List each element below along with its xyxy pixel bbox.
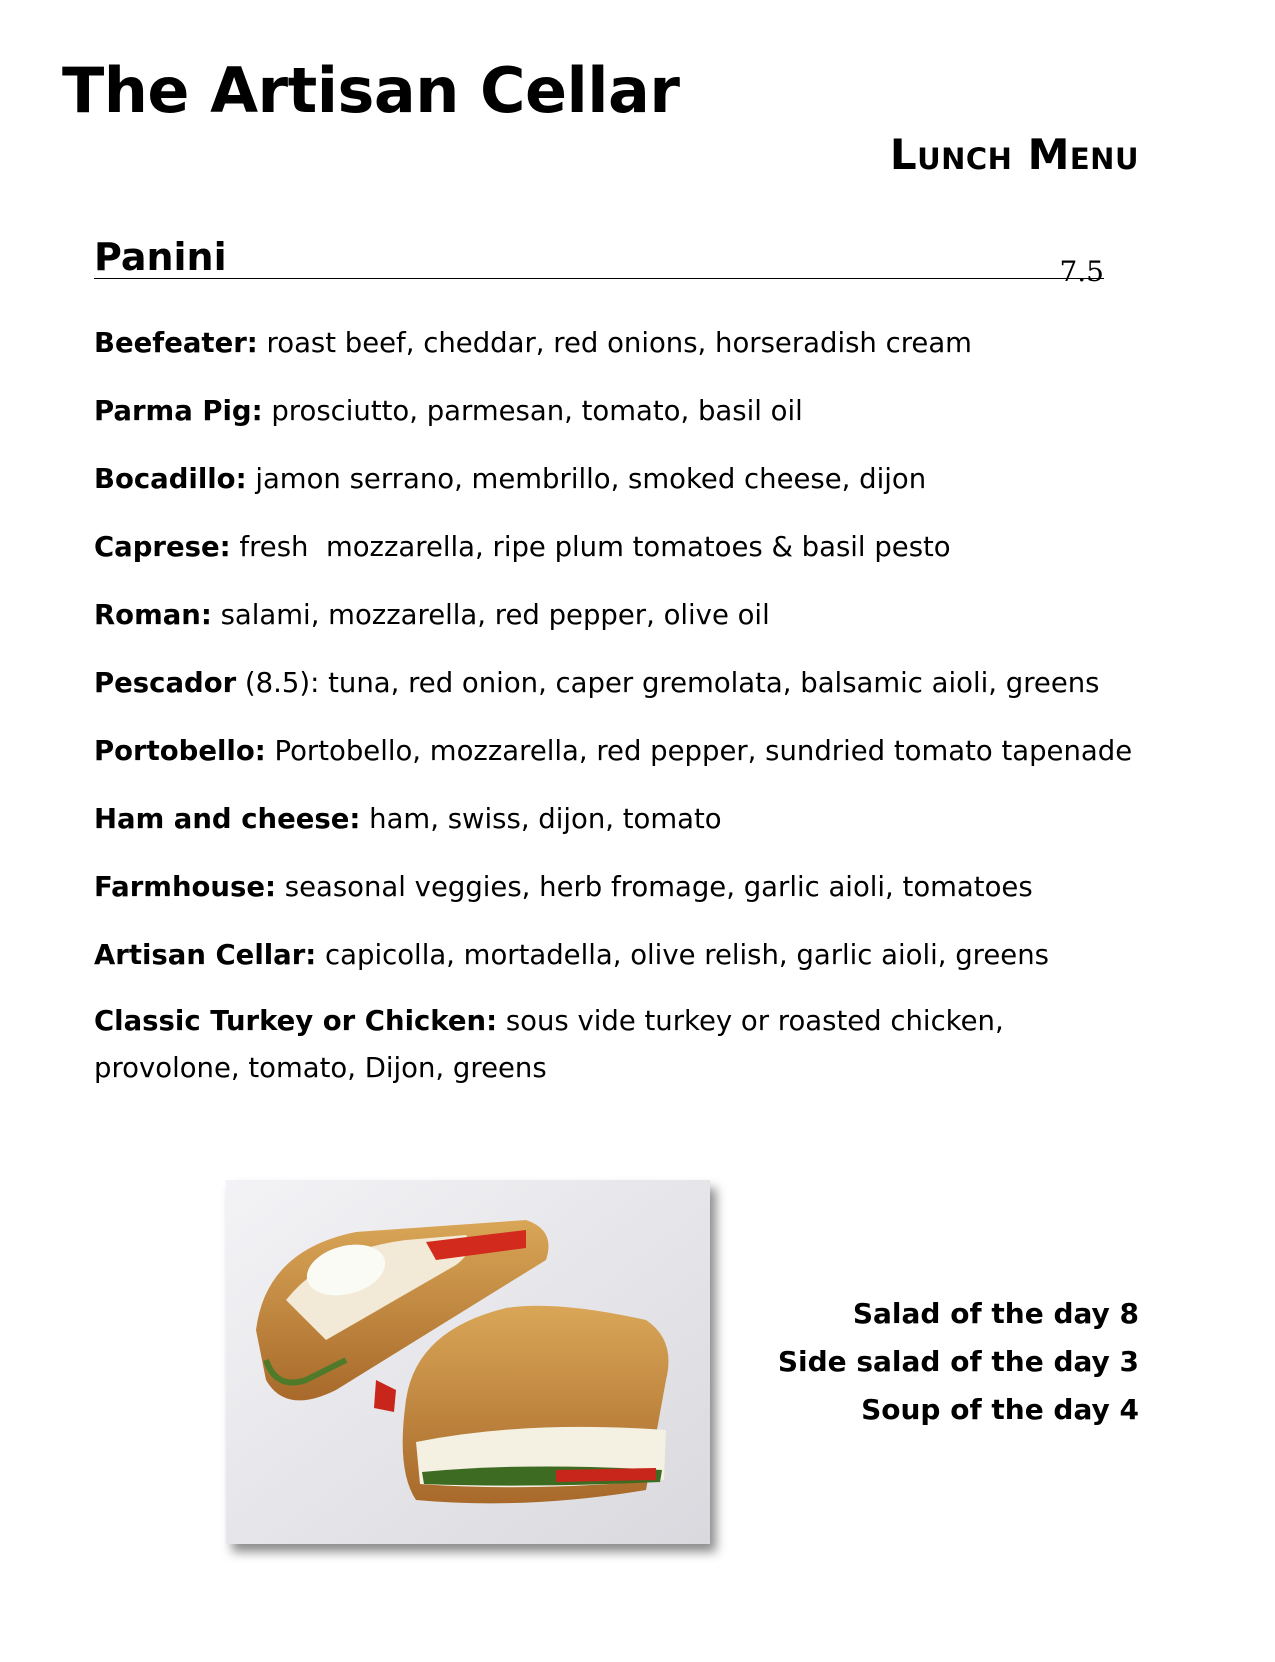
item-name: Portobello: [94,735,266,767]
item-name: Bocadillo: [94,463,247,495]
section-name: Panini [94,235,227,279]
item-description: prosciutto, parmesan, tomato, basil oil [262,395,803,427]
menu-items [94,320,1174,1113]
extra-item-salad: Salad of the day 8 [852,1297,1139,1330]
item-name: Roman: [94,599,212,631]
menu-item [94,998,1154,1092]
menu-item [94,728,1174,775]
menu-item [94,864,1174,911]
section-price: 7.5 [1059,255,1104,288]
menu-subtitle: Lunch Menu [889,130,1139,179]
item-name: Parma Pig: [94,395,263,427]
item-name: Pescador [94,667,237,699]
item-price: (8.5) [236,667,311,699]
item-name: Farmhouse: [94,871,277,903]
section-header [94,235,1104,288]
extra-item-side-salad: Side salad of the day 3 [777,1345,1139,1378]
item-description: roast beef, cheddar, red onions, horseradish cream [257,327,972,359]
panini-photo [226,1180,710,1544]
item-description: fresh mozzarella, ripe plum tomatoes & basil pesto [230,531,951,563]
item-description: : tuna, red onion, caper gremolata, balsamic aioli, greens [310,667,1100,699]
item-description: ham, swiss, dijon, tomato [360,803,722,835]
item-description: sous vide turkey or roasted chicken, provolone, tomato, Dijon, greens [94,1005,1004,1084]
menu-item [94,320,1174,367]
menu-item [94,796,1174,843]
item-description: jamon serrano, membrillo, smoked cheese, dijon [246,463,927,495]
item-name: Artisan Cellar: [94,939,317,971]
item-description: salami, mozzarella, red pepper, olive oil [211,599,770,631]
panini-sandwich-icon [226,1180,710,1544]
menu-item [94,524,1174,571]
menu-item [94,932,1174,979]
item-name: Ham and cheese: [94,803,361,835]
menu-item [94,388,1174,435]
menu-item [94,592,1174,639]
item-description: capicolla, mortadella, olive relish, garlic aioli, greens [316,939,1049,971]
menu-item [94,456,1174,503]
item-name: Classic Turkey or Chicken: [94,1005,498,1037]
extra-item-soup: Soup of the day 4 [861,1393,1139,1426]
item-description: seasonal veggies, herb fromage, garlic aioli, tomatoes [276,871,1033,903]
menu-item [94,660,1174,707]
extras-list [778,1290,1139,1434]
item-name: Caprese: [94,531,231,563]
restaurant-title: The Artisan Cellar [62,54,680,127]
item-name: Beefeater: [94,327,258,359]
item-description: Portobello, mozzarella, red pepper, sundried tomato tapenade [265,735,1133,767]
